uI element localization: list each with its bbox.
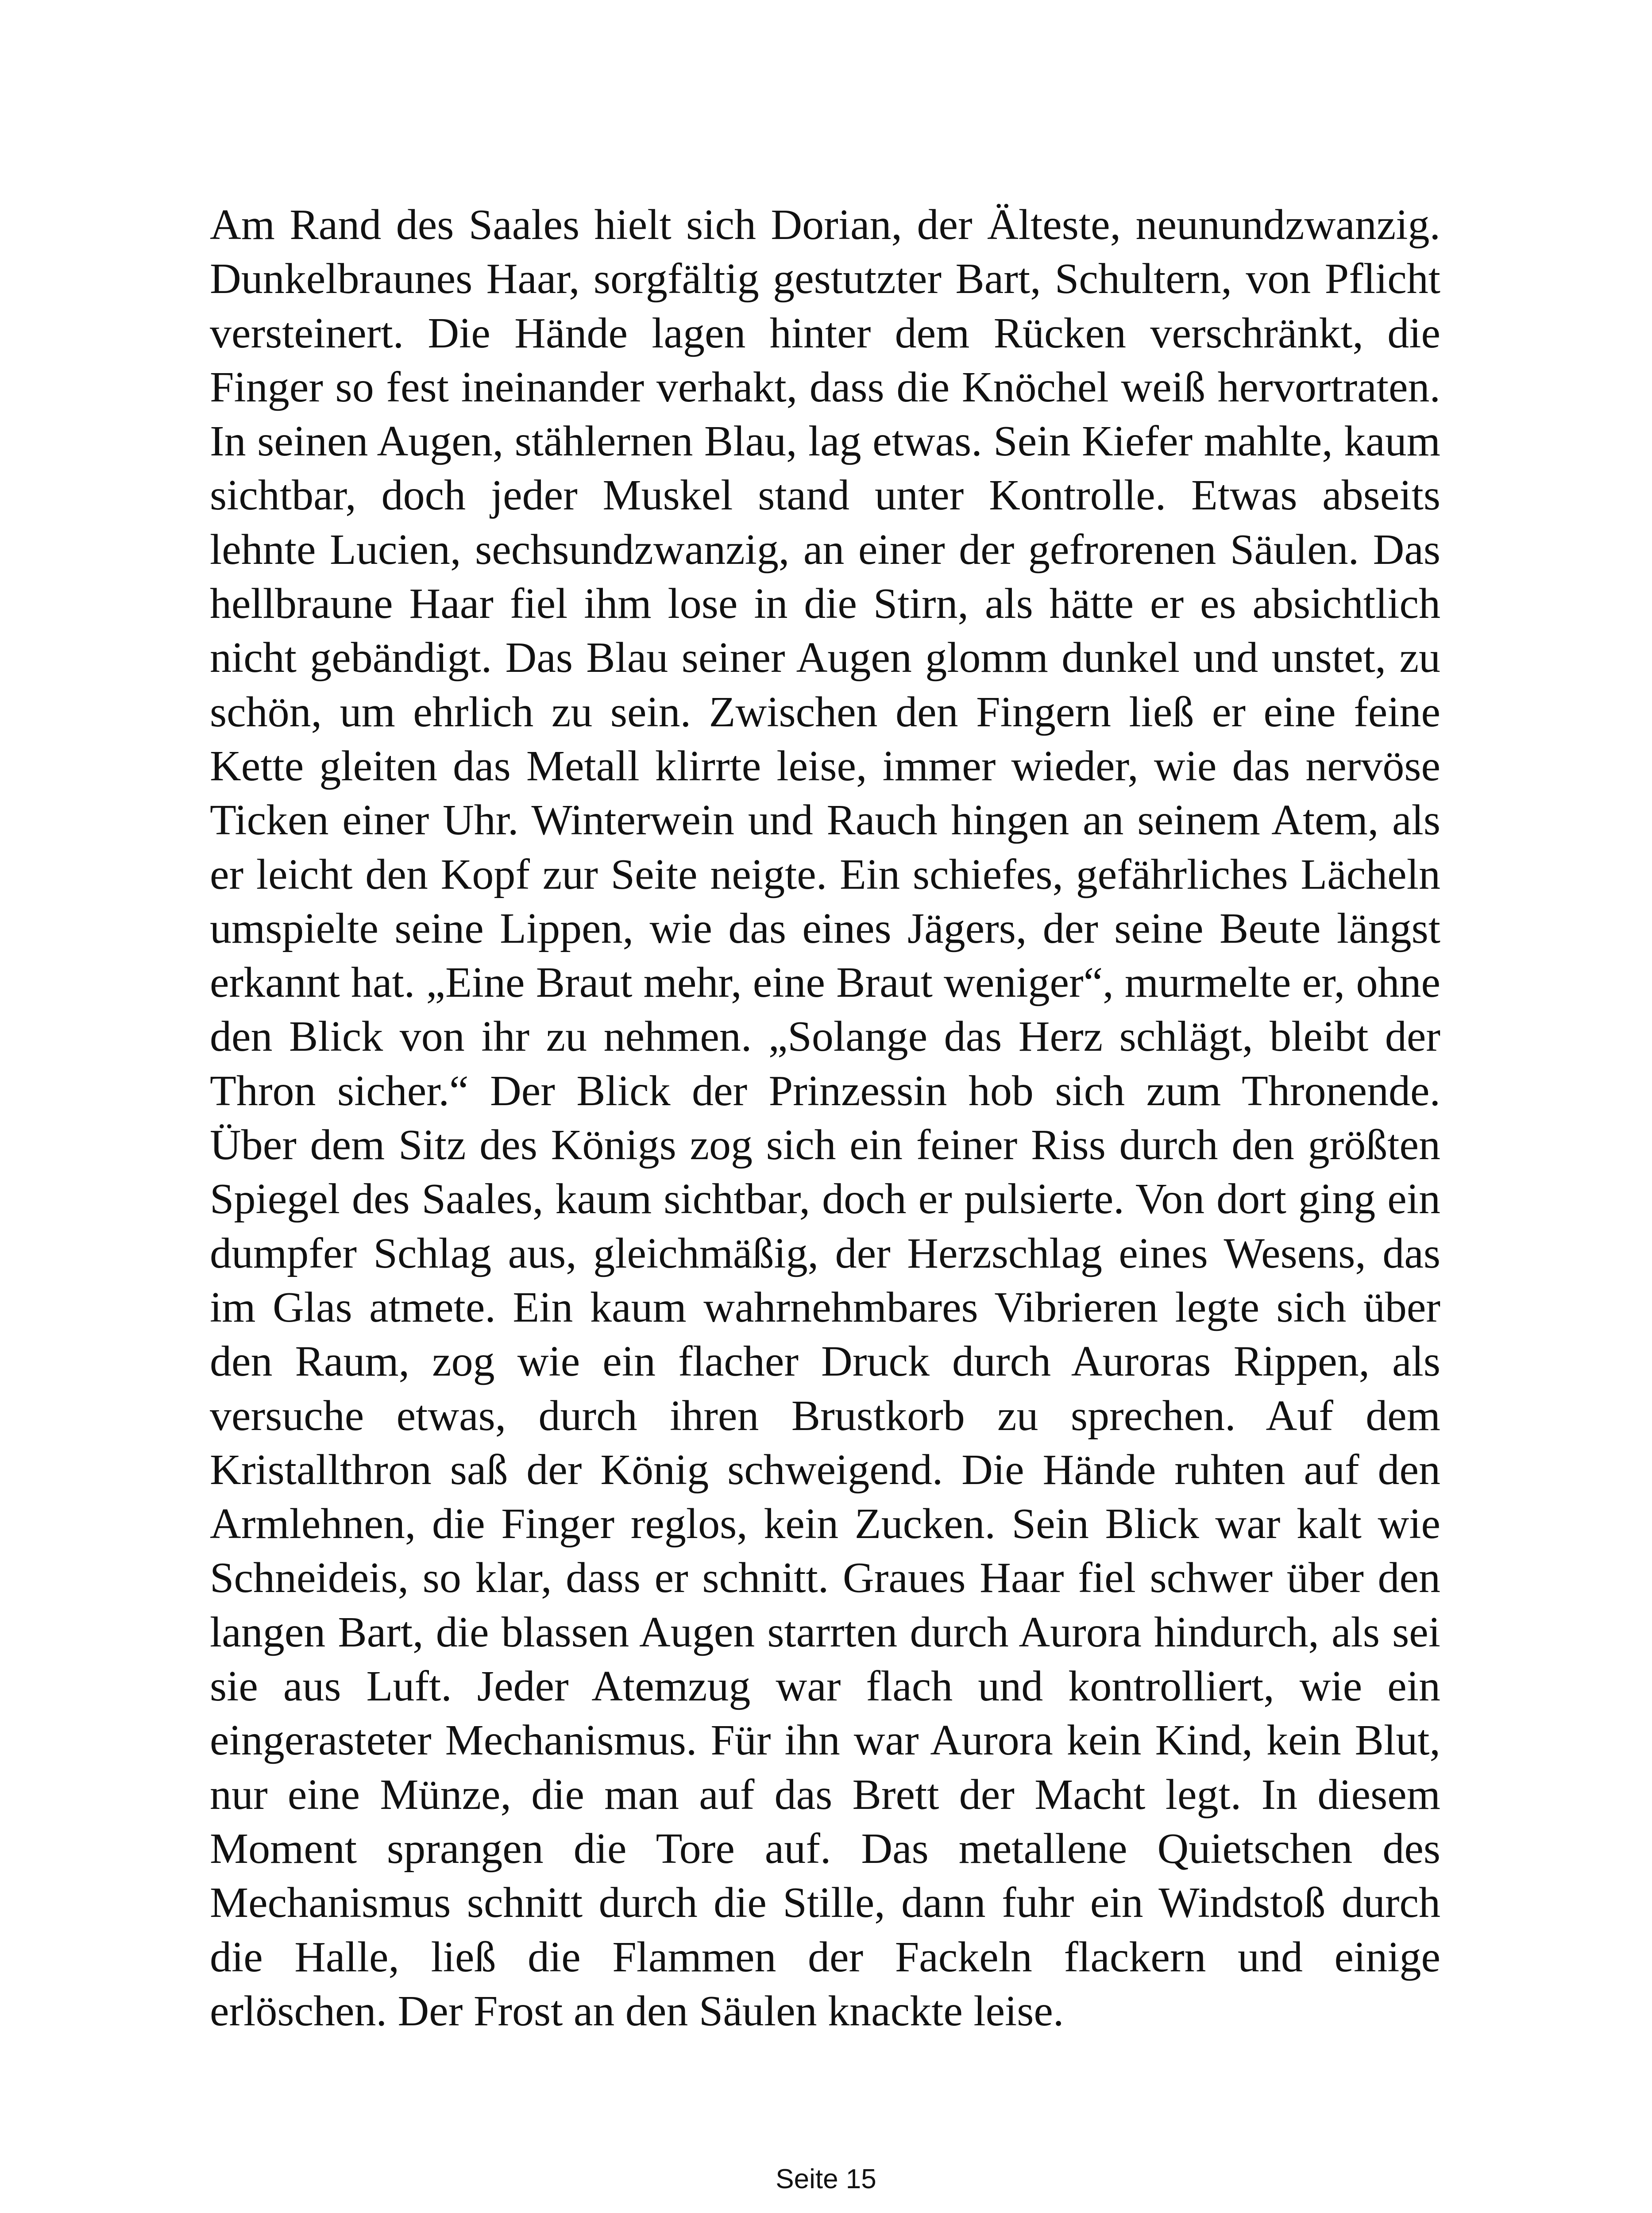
page-number: Seite 15: [776, 2164, 876, 2194]
body-paragraph: Am Rand des Saales hielt sich Dorian, der Älteste, neunundzwanzig. Dunkelbraunes Haar, sorgfältig gestutzter Bart, Schultern, von Pflicht versteinert. Die Hände lagen hinter dem Rücken verschränkt, die Finger so fest ineinander verhakt, dass die Knöchel weiß hervortraten. In seinen Augen, stählernen Blau, lag etwas. Sein Kiefer mahlte, kaum sichtbar, doch jeder Muskel stand unter Kontrolle. Etwas abseits lehnte Lucien, sechsundzwanzig, an einer der gefrorenen Säulen. Das hellbraune Haar fiel ihm lose in die Stirn, als hätte er es absichtlich nicht gebändigt. Das Blau seiner Augen glomm dunkel und unstet, zu schön, um ehrlich zu sein. Zwischen den Fingern ließ er eine feine Kette gleiten das Metall klirrte leise, immer wieder, wie das nervöse Ticken einer Uhr. Winterwein und Rauch hingen an seinem Atem, als er leicht den Kopf zur Seite neigte. Ein schiefes, gefährliches Lächeln umspielte seine Lippen, wie das eines Jägers, der seine Beute längst erkannt hat. „Eine Braut mehr, eine Braut weniger“, murmelte er, ohne den Blick von ihr zu nehmen. „Solange das Herz schlägt, bleibt der Thron sicher.“ Der Blick der Prinzessin hob sich zum Thronende. Über dem Sitz des Königs zog sich ein feiner Riss durch den größten Spiegel des Saales, kaum sichtbar, doch er pulsierte. Von dort ging ein dumpfer Schlag aus, gleichmäßig, der Herzschlag eines Wesens, das im Glas atmete. Ein kaum wahrnehmbares Vibrieren legte sich über den Raum, zog wie ein flacher Druck durch Auroras Rippen, als versuche etwas, durch ihren Brustkorb zu sprechen. Auf dem Kristallthron saß der König schweigend. Die Hände ruhten auf den Armlehnen, die Finger reglos, kein Zucken. Sein Blick war kalt wie Schneideis, so klar, dass er schnitt. Graues Haar fiel schwer über den langen Bart, die blassen Augen starrten durch Aurora hindurch, als sei sie aus Luft. Jeder Atemzug war flach und kontrolliert, wie ein eingerasteter Mechanismus. Für ihn war Aurora kein Kind, kein Blut, nur eine Münze, die man auf das Brett der Macht legt. In diesem Moment sprangen die Tore auf. Das metallene Quietschen des Mechanismus schnitt durch die Stille, dann fuhr ein Windstoß durch die Halle, ließ die Flammen der Fackeln flackern und einige erlöschen. Der Frost an den Säulen knackte leise.: [210, 201, 1440, 2035]
